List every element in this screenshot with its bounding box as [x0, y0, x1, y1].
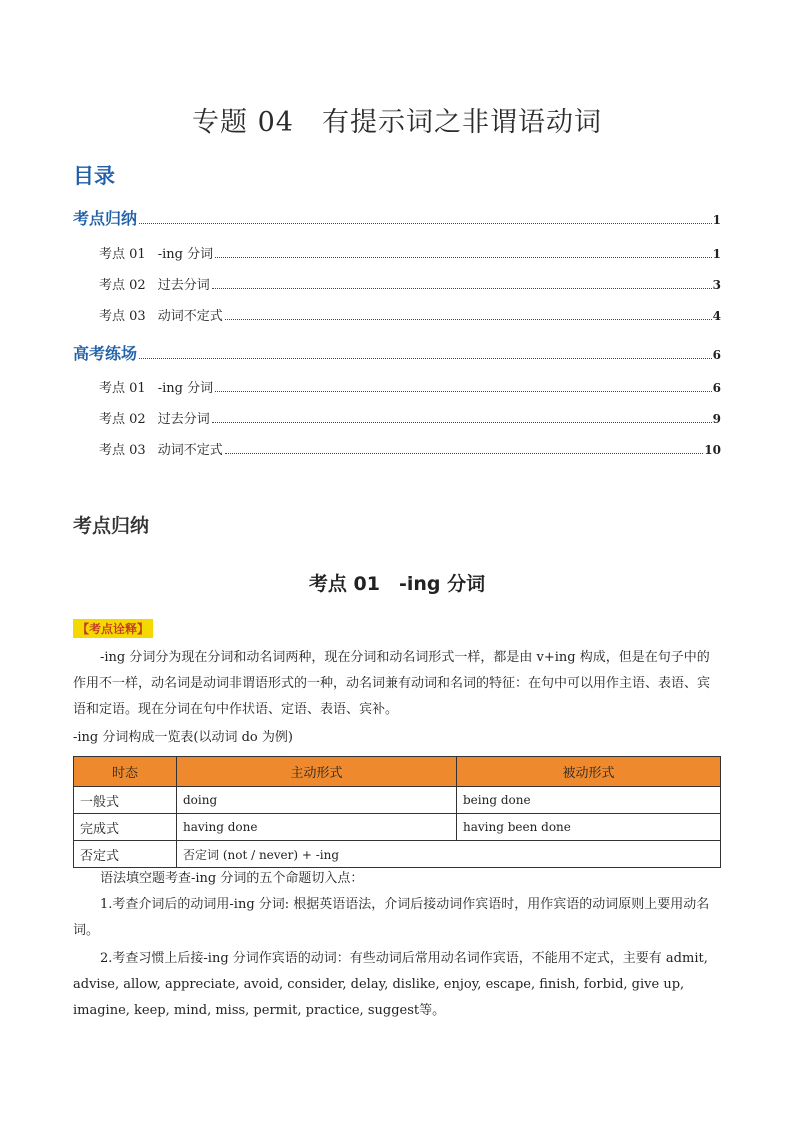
- toc-leader-dots: [225, 319, 712, 320]
- toc-entry[interactable]: [73, 206, 721, 229]
- toc-entry-number: 考点 03: [99, 443, 146, 458]
- toc-leader-dots: [139, 358, 712, 359]
- lead-paragraph: 语法填空题考查-ing 分词的五个命题切入点：: [100, 871, 364, 886]
- toc-page-number: 9: [712, 412, 721, 426]
- toc-entry-text: 动词不定式: [157, 309, 223, 324]
- toc-heading: 目录: [73, 164, 115, 188]
- toc-entry-label: [73, 341, 137, 364]
- table-row: [74, 787, 721, 814]
- toc-page-number: 1: [712, 213, 721, 227]
- toc-entry-text: 高考练场: [73, 344, 138, 363]
- toc-entry[interactable]: [99, 408, 721, 427]
- toc-entry-number: 考点 02: [99, 278, 146, 293]
- toc-entry-label: [99, 439, 223, 458]
- toc-entry-label: [73, 206, 137, 229]
- table-cell: having been done: [457, 814, 721, 841]
- toc-page-number: 4: [712, 309, 721, 323]
- table-cell: doing: [177, 787, 457, 814]
- toc-entry-text: -ing 分词: [157, 247, 214, 262]
- section-heading: 考点归纳: [73, 515, 150, 537]
- table-cell: 完成式: [74, 814, 177, 841]
- point-title: 考点 01 -ing 分词: [308, 573, 486, 595]
- table-cell: 一般式: [74, 787, 177, 814]
- toc-page-number: 6: [712, 381, 721, 395]
- table-cell: having done: [177, 814, 457, 841]
- table-cell: 否定式: [74, 841, 177, 868]
- toc-entry[interactable]: [99, 439, 721, 458]
- table-header-cell: 主动形式: [177, 757, 457, 787]
- table-cell: being done: [457, 787, 721, 814]
- explanation-tag: 【考点诠释】: [73, 619, 153, 638]
- toc-entry-text: 过去分词: [157, 412, 210, 427]
- table-header-cell: 时态: [74, 757, 177, 787]
- toc-entry-label: [99, 274, 210, 293]
- toc-entry-label: [99, 408, 210, 427]
- table-caption: -ing 分词构成一览表(以动词 do 为例): [73, 730, 293, 745]
- table-header-row: [74, 757, 721, 787]
- toc-entry-text: 考点归纳: [73, 209, 138, 228]
- toc-leader-dots: [139, 223, 712, 224]
- intro-paragraph: -ing 分词分为现在分词和动名词两种，现在分词和动名词形式一样，都是由 v+ing 构成，但是在句子中的作用不一样，动名词是动词非谓语形式的一种，动名词兼有动词和名词的特征：在句中可以用作主语、表语、宾语和定语。现在分词在句中作状语、定语、表语、宾补。: [73, 650, 711, 717]
- toc-entry-label: [99, 377, 213, 396]
- toc-entry-number: 考点 01: [99, 381, 146, 396]
- toc-entry-text: 过去分词: [157, 278, 210, 293]
- toc-entry[interactable]: [99, 274, 721, 293]
- toc-entry-number: 考点 03: [99, 309, 146, 324]
- toc-page-number: 3: [712, 278, 721, 292]
- toc-entry[interactable]: [73, 341, 721, 364]
- toc-entry-number: 考点 02: [99, 412, 146, 427]
- table-cell: 否定词 (not / never) + -ing: [177, 841, 721, 868]
- toc-page-number: 1: [712, 247, 721, 261]
- table-header-cell: 被动形式: [457, 757, 721, 787]
- point-1-paragraph: 1.考查介词后的动词用-ing 分词: 根据英语语法，介词后接动词作宾语时，用作宾语的动词原则上要用动名词。: [73, 897, 710, 938]
- toc-entry-text: -ing 分词: [157, 381, 214, 396]
- toc-entry-label: [99, 243, 213, 262]
- toc-entry[interactable]: [99, 305, 721, 324]
- toc-leader-dots: [212, 288, 712, 289]
- toc-leader-dots: [215, 391, 712, 392]
- toc-page-number: 10: [704, 443, 721, 457]
- toc-entry[interactable]: [99, 377, 721, 396]
- toc-entry[interactable]: [99, 243, 721, 262]
- toc-leader-dots: [215, 257, 712, 258]
- toc-leader-dots: [212, 422, 712, 423]
- document-title: 专题 04 有提示词之非谓语动词: [192, 107, 602, 138]
- ing-forms-table: [73, 756, 721, 868]
- toc-page-number: 6: [712, 348, 721, 362]
- table-row: [74, 814, 721, 841]
- point-2-paragraph: 2.考查习惯上后接-ing 分词作宾语的动词：有些动词后常用动名词作宾语，不能用不定式，主要有 admit, advise, allow, appreciate, avoid, consider, delay, dislike, enjoy, escape, finish, forbid, give up, imagine, keep, mind, miss, permit, practice, suggest等。: [73, 951, 708, 1018]
- table-row: [74, 841, 721, 868]
- toc-leader-dots: [225, 453, 704, 454]
- toc-entry-label: [99, 305, 223, 324]
- toc-entry-text: 动词不定式: [157, 443, 223, 458]
- toc-entry-number: 考点 01: [99, 247, 146, 262]
